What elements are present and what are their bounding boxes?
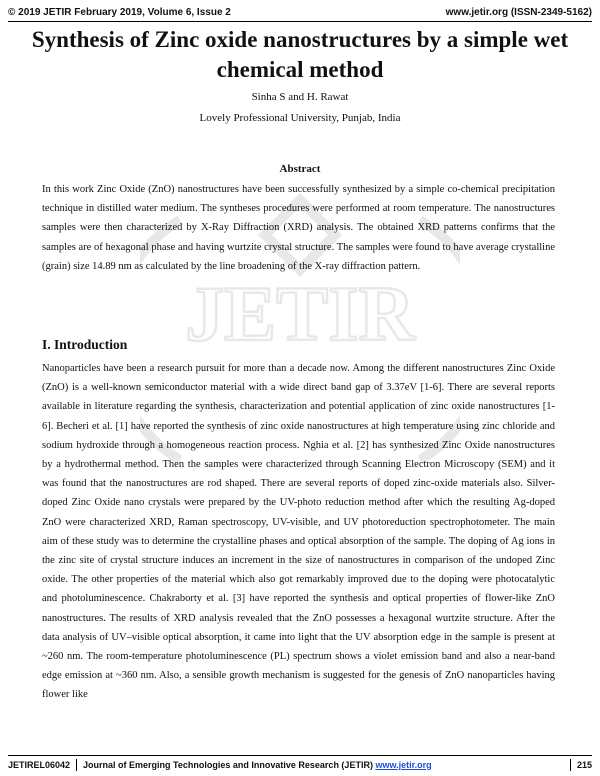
footer-paper-id: JETIREL06042 [8, 760, 71, 770]
paper-title: Synthesis of Zinc oxide nanostructures by a simple wet chemical method [31, 27, 569, 82]
footer-journal-name: Journal of Emerging Technologies and Innovative Research (JETIR) [83, 760, 373, 770]
page-footer [8, 758, 592, 772]
affiliation: Lovely Professional University, Punjab, India [199, 112, 401, 124]
svg-text:JETIR: JETIR [185, 270, 415, 357]
header-rule [8, 21, 592, 22]
footer-separator [76, 759, 77, 771]
footer-url-link[interactable]: www.jetir.org [375, 760, 432, 770]
footer-rule [8, 755, 592, 756]
introduction-heading: I. Introduction [42, 337, 128, 352]
introduction-text: Nanoparticles have been a research pursuit for more than a decade now. Among the different nanostructures Zinc Oxide (ZnO) is a well-known semiconductor material with a wide direct band gap of 3.37eV [1-6]. There are several reports available in literature regarding the synthesis, characterization and potential application of zinc oxide nanostructures [1-6]. Becheri et al. [1] have reported the synthesis of zinc oxide nanostructures at high temperature using zinc chloride and sodium hydroxide through a homogeneous reaction process. Nghia et al. [2] has synthesized Zinc Oxide nanostructures by a hydrothermal method. Then the samples were characterized through Scanning Electron Microscopy (SEM) and it was found that the nanostructures are rod shaped. There are several reports of doped zinc-oxide materials also. Silver-doped Zinc Oxide nano crystals were prepared by the UV-photo reduction method after which the resulting Ag-doped ZnO were characterized XRD, Raman spectroscopy, UV-visible, and UV photoreduction spectrophotometer. The main aim of these study was to determine the crystalline phases and optical absorption of the sample. The doping of Ag ions in the zinc site of crystal structure induces an increment in the size of nanostructures in comparison of the undoped Zinc oxide. The other properties of the material which also got remarkably improved due to the doping were photocatalytic and photoluminescence. Chakraborty et al. [3] have reported the synthesis and optical properties of flower-like ZnO nanostructures. The results of XRD analysis revealed that the ZnO possesses a hexagonal wurtzite structure. After the data analysis of UV–visible optical absorption, it came into light that the UV absorption edge in the sample is present at ~260 nm. The room-temperature photoluminescence (PL) spectrum shows a violet emission band and also a near-band edge emission at ~360 nm. Also, a sensible growth mechanism is suggested for the genesis of ZnO nanoparticles having flower like [42, 363, 555, 701]
header-left: © 2019 JETIR February 2019, Volume 6, Issue 2 [8, 6, 231, 18]
authors: Sinha S and H. Rawat [251, 91, 349, 103]
abstract-heading: Abstract [279, 163, 321, 175]
abstract-text: In this work Zinc Oxide (ZnO) nanostructures have been successfully synthesized by a simple co-chemical precipitation technique in distilled water medium. The syntheses procedures were performed at room temperature. The nanostructures samples were then characterized by X-Ray Diffraction (XRD) analysis. The obtained XRD patterns confirms that the samples are of hexagonal phase and having wurtzite crystal structure. The samples were found to have average crystalline (grain) size 14.89 nm as calculated by the line broadening of the X-ray diffraction pattern. [42, 184, 555, 272]
header-right: www.jetir.org (ISSN-2349-5162) [445, 6, 592, 18]
page-number: 215 [576, 760, 592, 770]
footer-journal [83, 760, 564, 770]
footer-separator [570, 759, 571, 771]
page-header [8, 4, 592, 20]
